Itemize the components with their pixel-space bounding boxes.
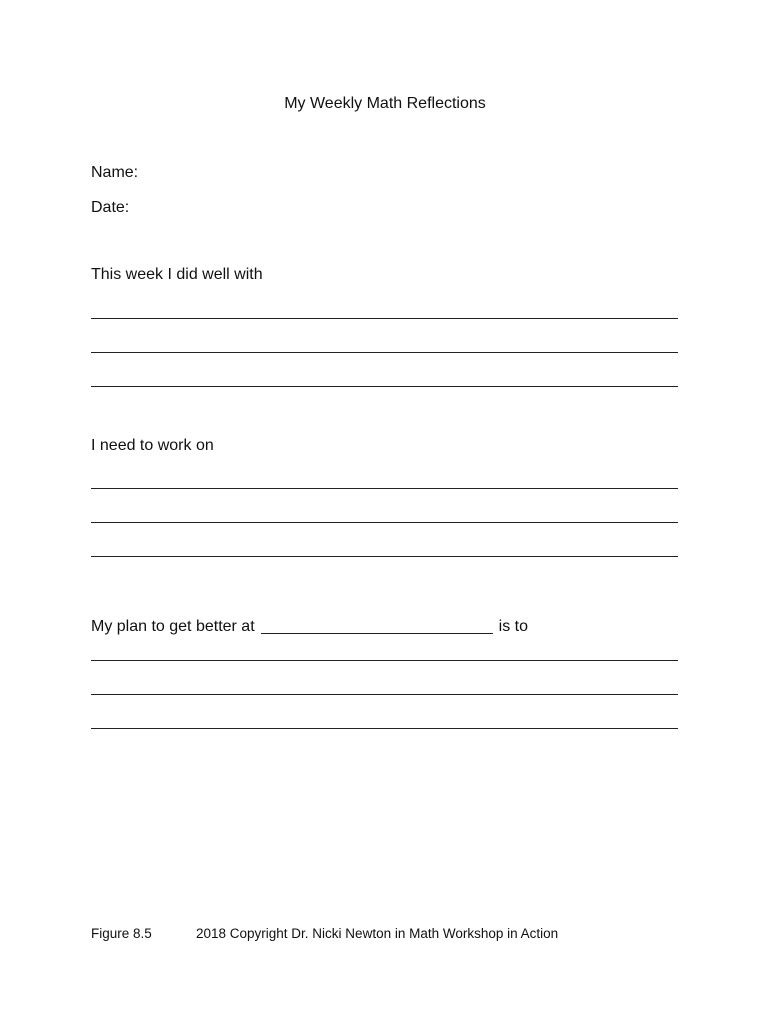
date-label: Date:	[91, 199, 130, 216]
name-label: Name:	[91, 164, 139, 181]
answer-line	[91, 386, 678, 387]
answer-line	[91, 728, 678, 729]
plan-suffix: is to	[498, 618, 528, 635]
page-title: My Weekly Math Reflections	[284, 95, 486, 112]
answer-line	[91, 318, 678, 319]
plan-sentence	[91, 618, 528, 636]
answer-line	[91, 556, 678, 557]
section-work-heading: I need to work on	[91, 437, 214, 454]
answer-line	[91, 660, 678, 661]
answer-line	[91, 694, 678, 695]
answer-line	[91, 488, 678, 489]
section-well-heading: This week I did well with	[91, 266, 263, 283]
figure-label: Figure 8.5	[91, 926, 152, 941]
answer-line	[91, 522, 678, 523]
copyright-text: 2018 Copyright Dr. Nicki Newton in Math Workshop in Action	[196, 926, 559, 941]
answer-line	[91, 352, 678, 353]
plan-topic-blank	[261, 633, 493, 634]
plan-prefix: My plan to get better at	[91, 618, 255, 635]
